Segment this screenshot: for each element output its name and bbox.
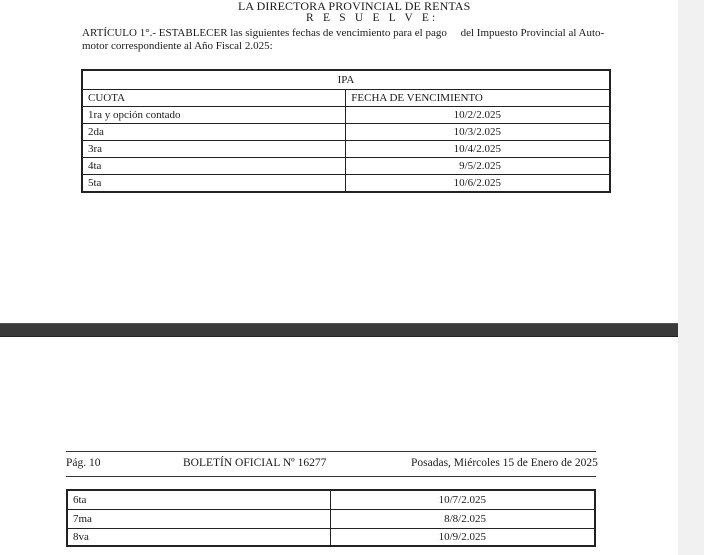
cuota-cell: 4ta: [82, 157, 346, 174]
fecha-cell: 9/5/2.025: [346, 157, 610, 174]
table-row: [67, 528, 595, 546]
table-row: [67, 490, 595, 509]
cuota-cell: 1ra y opción contado: [82, 106, 346, 123]
table-row: [82, 140, 610, 157]
table-row: [82, 157, 610, 174]
page-number: Pág. 10: [66, 457, 101, 469]
ipa-table: [81, 69, 611, 193]
table-title: IPA: [82, 70, 610, 89]
article-text-line-1: ARTÍCULO 1°.- ESTABLECER las siguientes fechas de vencimiento para el pago del Impuesto Provincial al Auto-: [82, 27, 605, 39]
table-row: [82, 106, 610, 123]
fecha-cell: 10/7/2.025: [331, 490, 595, 509]
cuota-cell: 8va: [67, 528, 331, 546]
article-text-line-2: motor correspondiente al Año Fiscal 2.025:: [82, 40, 273, 52]
fecha-cell: 10/6/2.025: [346, 174, 610, 192]
table-title-row: [82, 70, 610, 89]
fecha-cell: 8/8/2.025: [331, 509, 595, 528]
fecha-cell: 10/4/2.025: [346, 140, 610, 157]
table-header-row: [82, 89, 610, 106]
footer-rule-bottom: [66, 476, 596, 477]
cuota-cell: 2da: [82, 123, 346, 140]
fecha-cell: 10/3/2.025: [346, 123, 610, 140]
resuelve-heading: R E S U E L V E:: [306, 12, 439, 24]
column-header-fecha: FECHA DE VENCIMIENTO: [346, 89, 610, 106]
footer-rule-top: [66, 451, 596, 452]
table-row: [82, 123, 610, 140]
cuota-cell: 5ta: [82, 174, 346, 192]
cuota-cell: 7ma: [67, 509, 331, 528]
bulletin-number: BOLETÍN OFICIAL Nº 16277: [183, 457, 327, 469]
cuota-cell: 6ta: [67, 490, 331, 509]
table-row: [82, 174, 610, 192]
fecha-cell: 10/2/2.025: [346, 106, 610, 123]
publication-date: Posadas, Miércoles 15 de Enero de 2025: [411, 457, 598, 469]
ipa-table-continued: [66, 489, 596, 547]
document-heading: LA DIRECTORA PROVINCIAL DE RENTAS: [238, 0, 471, 13]
cuota-cell: 3ra: [82, 140, 346, 157]
page-separator: [0, 323, 678, 337]
fecha-cell: 10/9/2.025: [331, 528, 595, 546]
column-header-cuota: CUOTA: [82, 89, 346, 106]
table-row: [67, 509, 595, 528]
